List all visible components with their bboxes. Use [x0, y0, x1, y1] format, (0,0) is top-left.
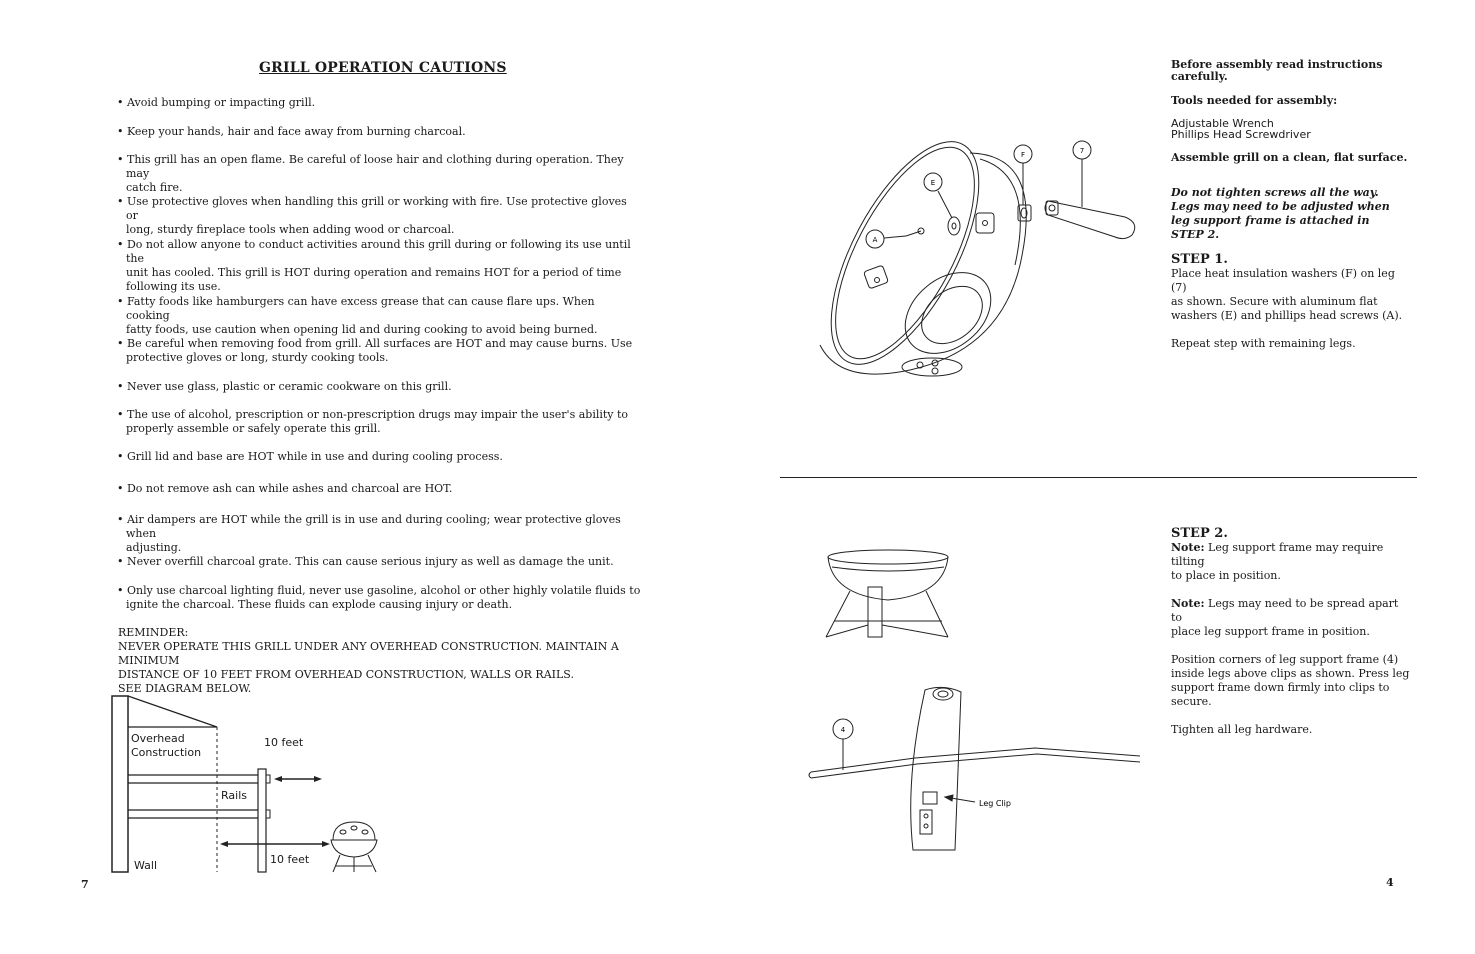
label-f: F — [1020, 151, 1026, 159]
step1-heading: STEP 1. — [1171, 252, 1228, 267]
caution-item: • Only use charcoal lighting fluid, never use gasoline, alcohol or other highly volatile fluids to ignite the charcoal. These fluids can explode causing injury or death. — [117, 584, 641, 611]
label-7: 7 — [1079, 147, 1085, 155]
overhead-shape — [128, 696, 217, 727]
reminder-text: REMINDER: NEVER OPERATE THIS GRILL UNDER ANY OVERHEAD CONSTRUCTION. MAINTAIN A MINIMUM DISTANCE OF 10 FEET FROM OVERHEAD CONSTRUCTION, WALLS OR RAILS. SEE DIAGRAM BELOW. — [118, 626, 619, 695]
section-divider — [780, 477, 1417, 478]
step2-text: Position corners of leg support frame (4) inside legs above clips as shown. Press leg support frame down firmly into clips to secure. — [1171, 653, 1410, 708]
tools-list: Adjustable Wrench Phillips Head Screwdriver — [1171, 117, 1311, 141]
step1-illustration — [780, 135, 1150, 395]
caution-item: • The use of alcohol, prescription or non-prescription drugs may impair the user's ability to properly assemble or safely operate this grill. — [117, 408, 629, 435]
step2-grill-illustration — [820, 545, 960, 645]
caution-item: • Use protective gloves when handling this grill or working with fire. Use protective gloves or long, sturdy fireplace tools when adding wood or charcoal. — [117, 195, 627, 236]
tools-heading: Tools needed for assembly: — [1171, 94, 1338, 107]
intro-text: Before assembly read instructions carefully. — [1171, 58, 1383, 83]
caution-item: • This grill has an open flame. Be careful of loose hair and clothing during operation. They may catch fire. — [117, 153, 624, 194]
label-a: A — [872, 236, 878, 244]
clearance-diagram — [100, 690, 400, 880]
caution-item: • Keep your hands, hair and face away from burning charcoal. — [117, 125, 466, 138]
caution-item: • Fatty foods like hamburgers can have excess grease that can cause flare ups. When cooking fatty foods, use caution when opening lid and during cooking to avoid being burned. — [117, 295, 598, 336]
caution-item: • Avoid bumping or impacting grill. — [117, 96, 316, 109]
page-number-left: 7 — [81, 878, 89, 891]
step1-text: Place heat insulation washers (F) on leg (7) as shown. Secure with aluminum flat washers (E) and phillips head screws (A). — [1171, 267, 1403, 322]
step1-repeat: Repeat step with remaining legs. — [1171, 337, 1356, 350]
caution-item: • Air dampers are HOT while the grill is in use and during cooling; wear protective gloves when adjusting. — [117, 513, 621, 554]
bottom-distance-label: 10 feet — [270, 853, 310, 866]
overhead-label — [131, 732, 201, 760]
rail-post — [258, 769, 266, 872]
caution-item: • Grill lid and base are HOT while in use and during cooling process. — [117, 450, 503, 463]
label-4: 4 — [840, 726, 846, 734]
caution-item: • Never overfill charcoal grate. This can cause serious injury as well as damage the unit. — [117, 555, 614, 568]
label-e: E — [930, 179, 936, 187]
page-number-right: 4 — [1386, 876, 1394, 889]
caution-item: • Do not allow anyone to conduct activities around this grill during or following its use until the unit has cooled. This grill is HOT during operation and remains HOT for a period of time following its use. — [117, 238, 631, 293]
note1 — [1171, 541, 1411, 583]
wall-label: Wall — [134, 859, 158, 872]
note-label: Note: — [1171, 597, 1205, 610]
step1-instructions — [1171, 59, 1411, 351]
caution-item: • Do not remove ash can while ashes and charcoal are HOT. — [117, 482, 453, 495]
grill-icon — [331, 822, 377, 872]
note1-text: Leg support frame may require tilting to place in position. — [1171, 541, 1384, 582]
rails-label: Rails — [221, 789, 247, 802]
step2-heading: STEP 2. — [1171, 526, 1228, 541]
step2-frame-illustration — [805, 680, 1150, 860]
overhead-label-line: Construction — [131, 746, 202, 759]
surface-text: Assemble grill on a clean, flat surface. — [1171, 151, 1408, 164]
note2 — [1171, 597, 1411, 639]
wall-shape — [112, 696, 128, 872]
step2-tighten: Tighten all leg hardware. — [1171, 723, 1313, 736]
caution-item: • Be careful when removing food from grill. All surfaces are HOT and may cause burns. Use protective gloves or long, sturdy cooking tools. — [117, 337, 633, 364]
note2-text: Legs may need to be spread apart to place leg support frame in position. — [1171, 597, 1399, 638]
overhead-label-line: Overhead — [131, 732, 185, 745]
note-label: Note: — [1171, 541, 1205, 554]
caution-item: • Never use glass, plastic or ceramic cookware on this grill. — [117, 380, 452, 393]
leg-clip-label: Leg Clip — [979, 799, 1011, 808]
step2-instructions — [1171, 527, 1411, 737]
page-title: GRILL OPERATION CAUTIONS — [259, 60, 507, 76]
top-distance-label: 10 feet — [264, 736, 304, 749]
warning-text: Do not tighten screws all the way. Legs may need to be adjusted when leg support frame is attached in STEP 2. — [1171, 186, 1390, 241]
